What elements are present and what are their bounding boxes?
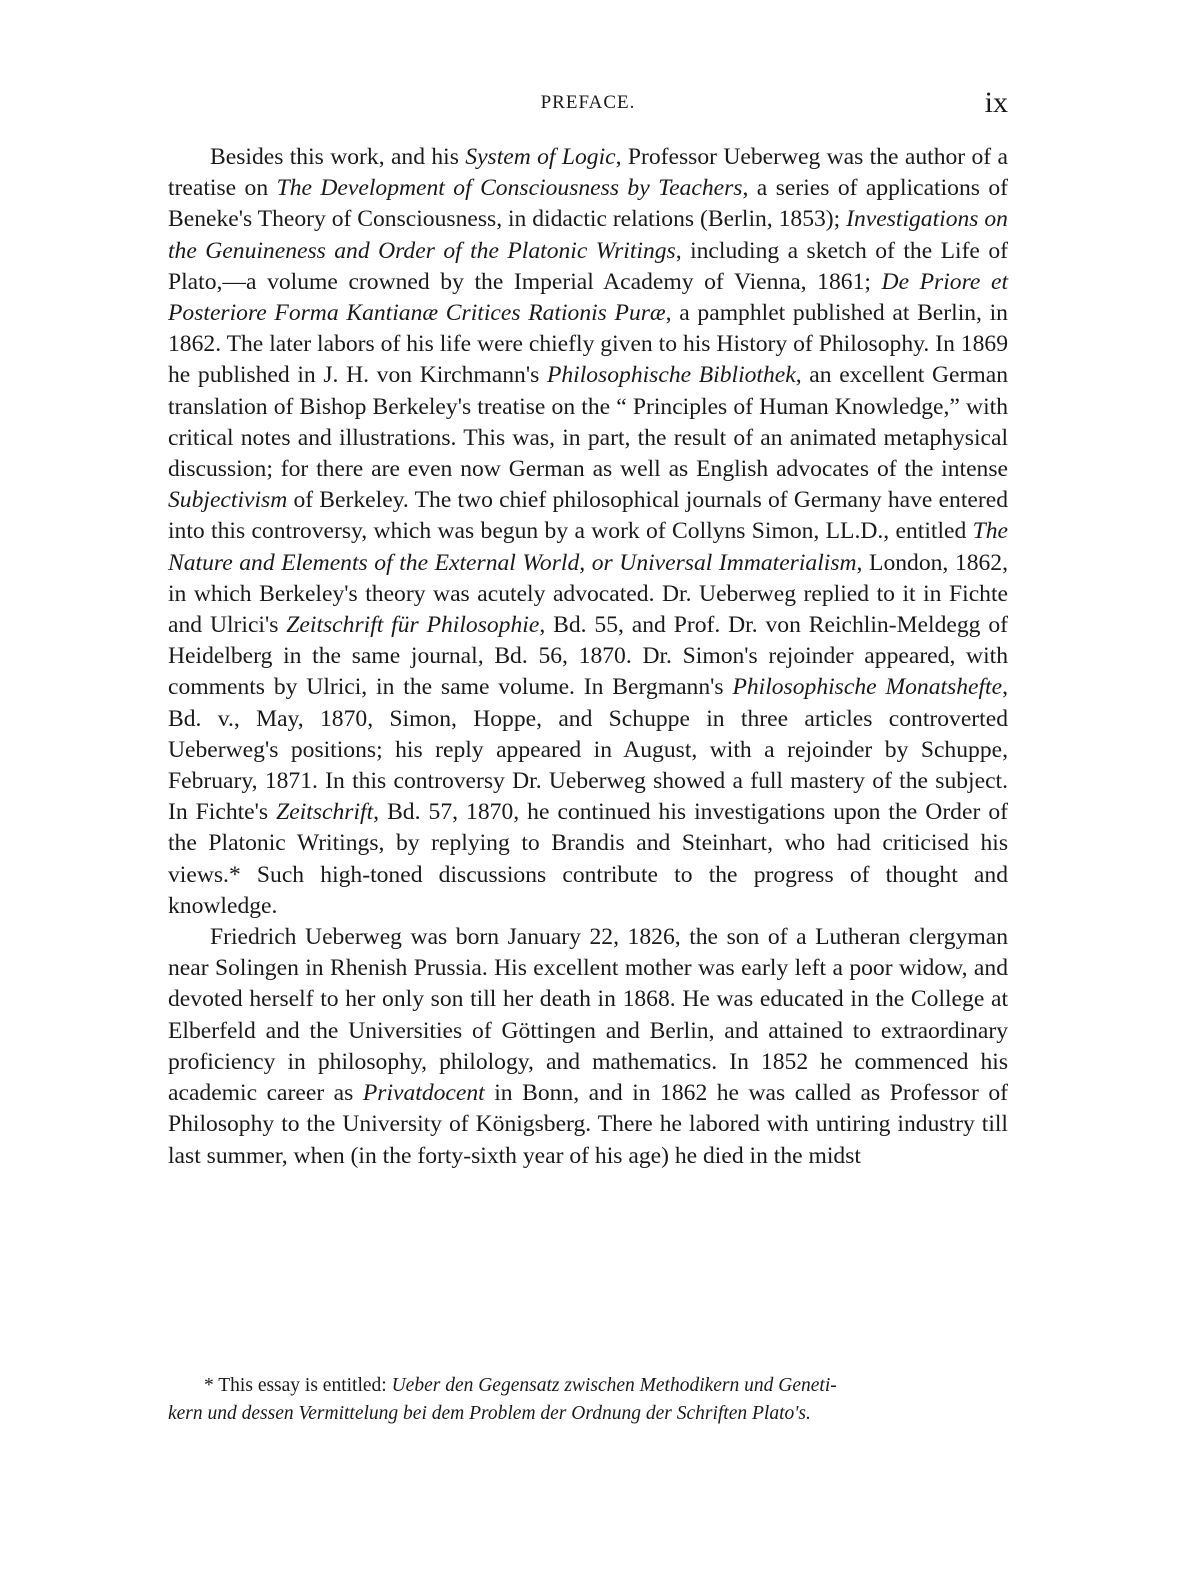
- text-run: , Bd. 57, 1870, he continued his investigations upon the Order of the Platonic Writings, by replying to Brandis and Steinhart, who had criticised his views.* Such high-toned discussions contribute to the progress of thought and knowledge.: [168, 799, 1008, 919]
- body-text: [168, 142, 1008, 1172]
- footnote-title-2: kern und dessen Vermittelung bei dem Problem der Ordnung der Schriften Plato's.: [168, 1403, 811, 1424]
- paragraph-2: [168, 922, 1008, 1172]
- italic-title: Subjectivism: [168, 487, 288, 514]
- text-run: , Professor Ueberweg was the author of a treatise on: [168, 144, 1008, 202]
- text-run: , including a sketch of the Life of Plato,—a volume crowned by the Imperial Academy of Vienna, 1861;: [168, 237, 1008, 295]
- text-run: in Bonn, and in 1862 he was called as Professor of Philosophy to the University of Königsberg. There he labored with untiring industry till last summer, when (in the forty-sixth year of his age) he died in the midst: [168, 1080, 1008, 1169]
- italic-title: Philosophische Bibliothek: [546, 362, 796, 389]
- footnote-lead: * This essay is entitled:: [204, 1375, 392, 1396]
- footnote-line-2: [168, 1403, 811, 1424]
- footnote-line-1: [168, 1372, 1008, 1400]
- text-run: Besides this work, and his: [210, 144, 466, 170]
- footnote-title-1: Ueber den Gegensatz zwischen Methodikern und Geneti-: [391, 1375, 837, 1396]
- italic-title: Zeitschrift: [276, 799, 374, 826]
- italic-title: Privatdocent: [362, 1080, 485, 1107]
- italic-title: The Development of Consciousness by Teachers: [276, 175, 743, 202]
- footnote: [168, 1372, 1008, 1428]
- text-run: , a pamphlet published at Berlin, in 1862. The later labors of his life were chiefly given to his History of Philosophy. In 1869 he published in J. H. von Kirchmann's: [168, 300, 1008, 389]
- text-run: , Bd. 55, and Prof. Dr. von Reichlin-Meldegg of Heidelberg in the same journal, Bd. 56, 1870. Dr. Simon's rejoinder appeared, with comments by Ulrici, in the same volume. In Bergmann's: [168, 612, 1008, 701]
- text-run: , Bd. v., May, 1870, Simon, Hoppe, and Schuppe in three articles controverted Ueberweg's positions; his reply appeared in August, with a rejoinder by Schuppe, February, 1871. In this controversy Dr. Ueberweg showed a full mastery of the subject. In Fichte's: [168, 674, 1008, 826]
- italic-title: De Priore et Posteriore Forma Kantianæ Critices Rationis Puræ: [168, 268, 1009, 327]
- italic-title: Zeitschrift für Philosophie: [286, 612, 540, 639]
- text-run: , London, 1862, in which Berkeley's theory was acutely advocated. Dr. Ueberweg replied to it in Fichte and Ulrici's: [168, 549, 1008, 639]
- text-run: , an excellent German translation of Bishop Berkeley's treatise on the “ Principles of Human Knowledge,” with critical notes and illustrations. This was, in part, the result of an animated metaphysical discussion; for there are even now German as well as English advocates of the intense: [168, 362, 1008, 483]
- text-run: , a series of applications of Beneke's Theory of Consciousness, in didactic relations (Berlin, 1853);: [168, 175, 1009, 233]
- paragraph-1: [168, 142, 1008, 922]
- italic-title: The Nature and Elements of the External World, or Universal Immaterialism: [168, 518, 1008, 576]
- text-run: of Berkeley. The two chief philosophical journals of Germany have entered into this controversy, which was begun by a work of Collyns Simon, LL.D., entitled: [168, 487, 1008, 545]
- running-title: PREFACE.: [540, 92, 636, 113]
- page-header: [168, 86, 1008, 126]
- page-number: ix: [984, 86, 1008, 119]
- italic-title: Philosophische Monatshefte: [732, 674, 1003, 701]
- text-run: Friedrich Ueberweg was born January 22, 1826, the son of a Lutheran clergyman near Solingen in Rhenish Prussia. His excellent mother was early left a poor widow, and devoted herself to her only son till her death in 1868. He was educated in the College at Elberfeld and the Universities of Göttingen and Berlin, and attained to extraordinary proficiency in philosophy, philology, and mathematics. In 1852 he commenced his academic career as: [168, 924, 1008, 1107]
- italic-title: System of Logic: [465, 144, 616, 170]
- italic-title: Investigations on the Genuineness and Order of the Platonic Writings: [168, 206, 1008, 264]
